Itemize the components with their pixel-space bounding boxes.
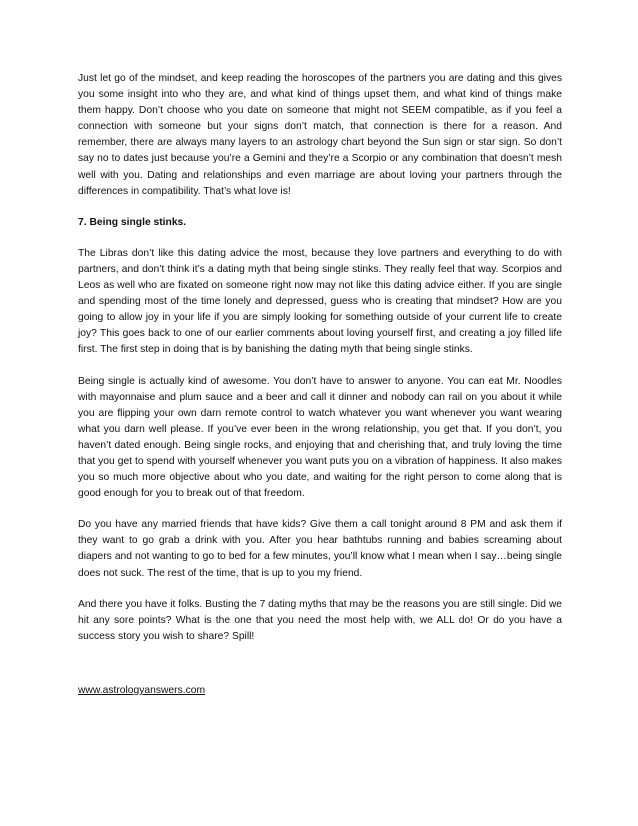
paragraph-single-awesome: Being single is actually kind of awesome. You don’t have to answer to anyone. You can eat Mr. Noodles with mayonnaise and plum sauce and a beer and call it dinner and nobody can rail on you about it while you are flipping your own darn remote control to watch whatever you want whenever you want wearing what you darn well please. If you’ve ever been in the wrong relationship, you get that. If you don’t, you haven’t dated enough. Being single rocks, and enjoying that and cherishing that, and truly loving the time that you get to spend with yourself whenever you want puts you on a vibration of happiness. It also makes you so much more objective about who you date, and waiting for the right person to come along that is good enough for you to break out of that freedom.	[78, 375, 562, 500]
paragraph-married-friends: Do you have any married friends that have kids? Give them a call tonight around 8 PM and ask them if they want to go grab a drink with you. After you hear bathtubs running and babies screaming about diapers and not wanting to go to bed for a few minutes, you’ll know what I mean when I say…being single does not suck. The rest of the time, that is up to you my friend.	[78, 519, 562, 579]
paragraph-conclusion: And there you have it folks. Busting the 7 dating myths that may be the reasons you are still single. Did we hit any sore points? What is the one that you need the most help with, we ALL do! Or do you have a success story you wish to share? Spill!	[78, 598, 562, 642]
website-link[interactable]: www.astrologyanswers.com	[78, 684, 206, 696]
paragraph-libras: The Libras don’t like this dating advice the most, because they love partners and everything to do with partners, and don’t think it’s a dating myth that being single stinks. They really feel that way. Scorpios and Leos as well who are fixated on someone right now may not like this dating advice either. If you are single and spending most of the time lonely and depressed, guess who is creating that mindset? How are you going to allow joy in your life if you are simply looking for something outside of your current life to create joy? This goes back to one of our earlier comments about loving yourself first, and creating a joy filled life first. The first step in doing that is by banishing the dating myth that being single stinks.	[78, 247, 562, 356]
section-heading: 7. Being single stinks.	[78, 216, 187, 228]
document-page	[78, 71, 562, 699]
paragraph-compatibility: Just let go of the mindset, and keep reading the horoscopes of the partners you are dating and this gives you some insight into who they are, and what kind of things upset them, and what kind of things make them happy. Don’t choose who you date on someone that might not SEEM compatible, as if you feel a connection with someone but your signs don’t match, that connection is there for a reason. And remember, there are always many layers to an astrology chart beyond the Sun sign or star sign. So don’t say no to dates just because you’re a Gemini and they’re a Scorpio or any combination that doesn’t mesh well with you. Dating and relationships and even marriage are about loving your partners through the differences in compatibility. That’s what love is!	[78, 73, 562, 197]
